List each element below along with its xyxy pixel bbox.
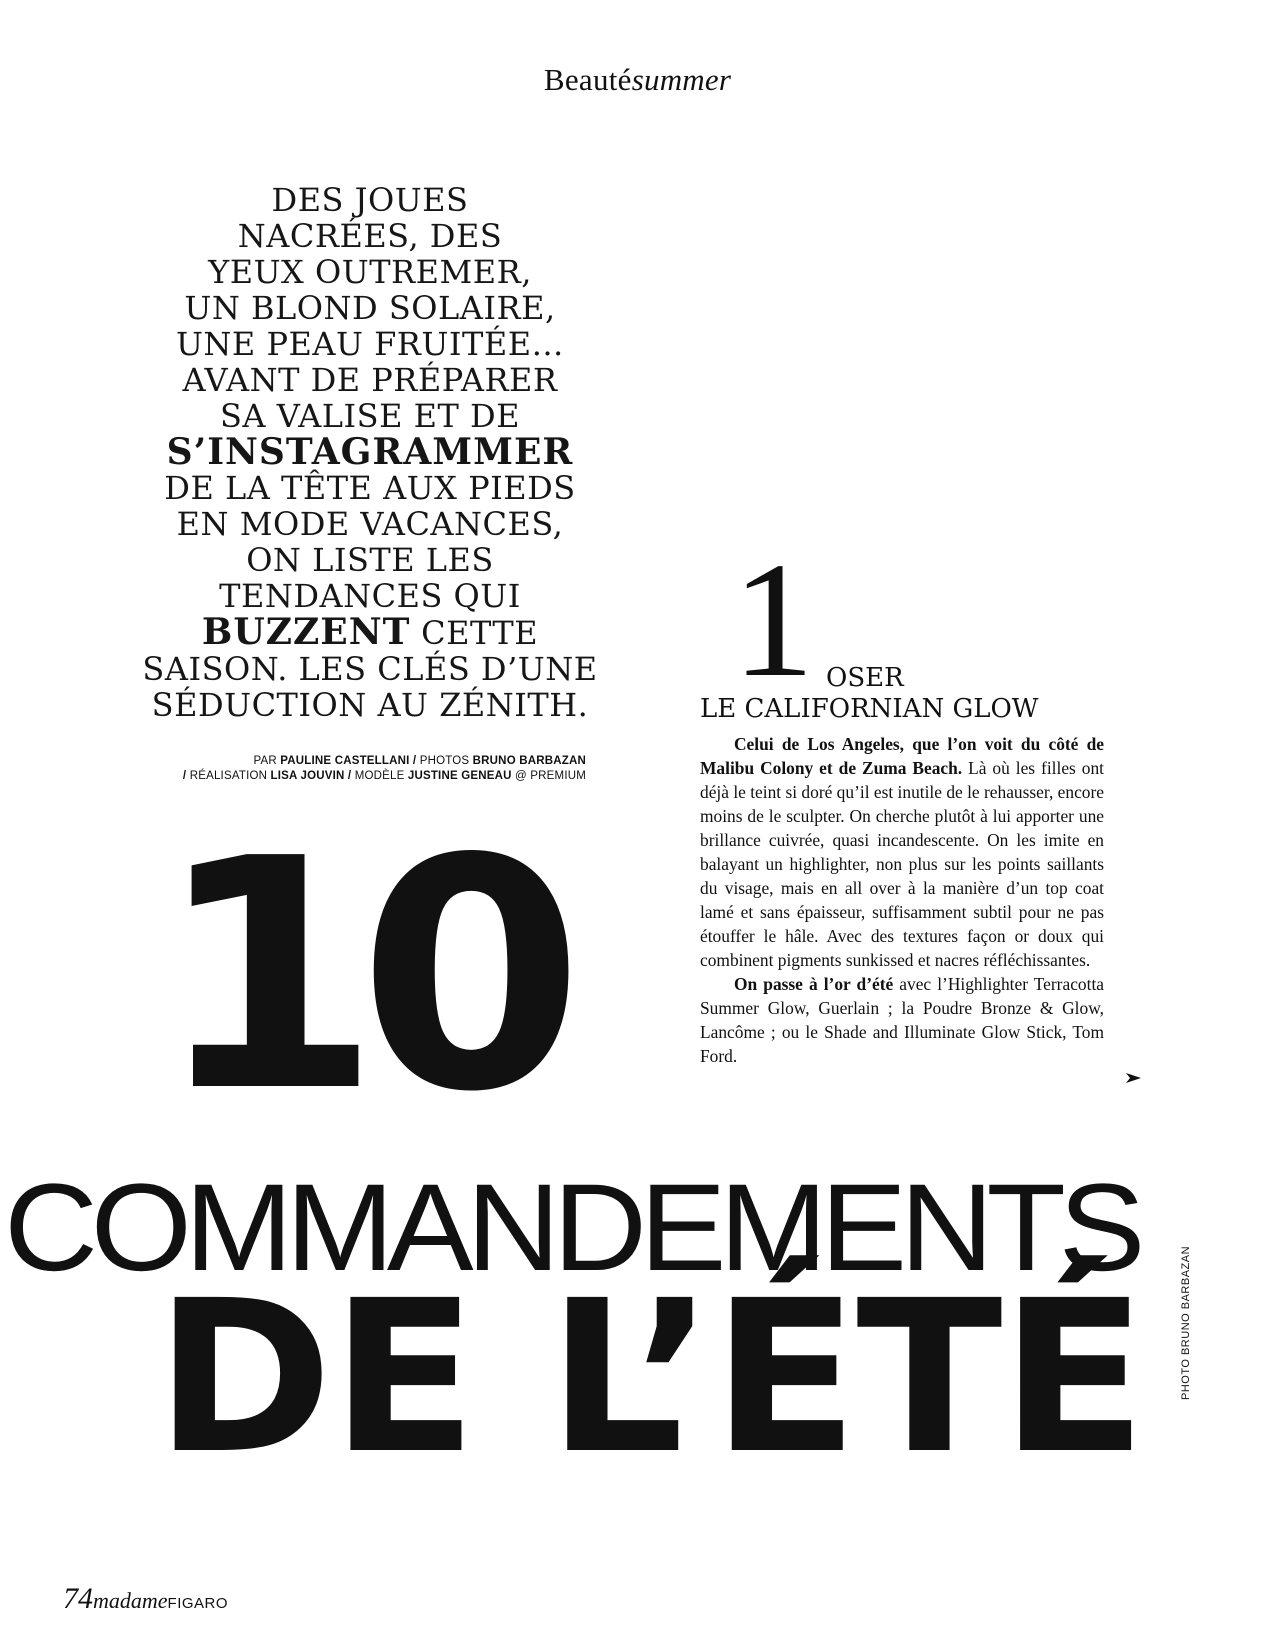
title-number: 10 [155, 791, 562, 1161]
body-lead: On passe à l’or d’été [734, 974, 894, 994]
page-number: 74 [63, 1582, 93, 1615]
intro-line-rest: CETTE [410, 614, 539, 652]
credit-stylist: LISA JOUVIN [270, 770, 345, 782]
credit-sep: / [409, 755, 417, 767]
body-lead: Celui de Los Angeles, que l’on voit du côté de Malibu Colony et de Zuma Beach. [700, 734, 1104, 778]
page-folio [63, 1582, 228, 1616]
credit-label: PHOTOS [416, 755, 473, 767]
intro-line: YEUX OUTREMER, [208, 253, 532, 291]
article-credits [160, 754, 586, 784]
credit-agency: @ PREMIUM [511, 770, 586, 782]
section-number: 1 [732, 528, 815, 711]
intro-line: SAISON. LES CLÉS D’UNE [142, 650, 598, 688]
credit-author: PAULINE CASTELLANI [280, 755, 410, 767]
arrow-right-icon [1125, 1071, 1143, 1085]
magazine-brand: FIGARO [167, 1595, 229, 1612]
title-suffix: DE L’ÉTÉ [155, 1255, 1145, 1500]
body-text: Là où les filles ont déjà le teint si doré qu’il est inutile de le rehausser, encore moins de le sculpter. On cherche plutôt à lui apporter une brillance cuivrée, quasi incandescente. On les imite en balayant un highlighter, non plus sur les points saillants du visage, mais en all over à la manière d’un top coat lamé et sans épaisseur, suffisamment subtil pour ne pas étouffer le hâle. Avec des textures façon or doux qui combinent pigments sunkissed et nacres réfléchissantes. [700, 758, 1104, 970]
credit-photographer: BRUNO BARBAZAN [472, 755, 586, 767]
intro-line: UN BLOND SOLAIRE, [184, 289, 556, 327]
intro-line-bold: S’INSTAGRAMMER [166, 431, 574, 473]
intro-line: SÉDUCTION AU ZÉNITH. [151, 686, 589, 724]
photo-credit-text: PHOTO BRUNO BARBAZAN [1180, 1245, 1192, 1400]
intro-line: ON LISTE LES [246, 541, 494, 579]
intro-line: UNE PEAU FRUITÉE… [175, 325, 565, 363]
body-paragraph [700, 972, 1104, 1068]
title-word: COMMANDEMENTS [4, 1159, 1139, 1297]
credit-sep: / [344, 770, 352, 782]
intro-standfirst [120, 182, 620, 723]
body-text: avec l’Highlighter Terracotta Summer Glow, Guerlain ; la Poudre Bronze & Glow, Lancôme ; ou le Shade and Illuminate Glow Stick, Tom Ford. [700, 974, 1104, 1066]
intro-line: DES JOUES [271, 181, 469, 219]
credit-label: RÉALISATION [189, 770, 271, 782]
body-paragraph [700, 732, 1104, 972]
intro-line: EN MODE VACANCES, [176, 505, 564, 543]
magazine-name: madame [93, 1588, 168, 1613]
intro-line: TENDANCES QUI [219, 577, 521, 615]
section-heading-line1: OSER [826, 663, 904, 693]
credit-sep: / [182, 770, 190, 782]
intro-line: DE LA TÊTE AUX PIEDS [164, 469, 576, 507]
intro-line: AVANT DE PRÉPARER [182, 361, 558, 399]
credit-label: PAR [253, 755, 281, 767]
intro-line: SA VALISE ET DE [220, 397, 520, 435]
section-rubric [0, 62, 1275, 98]
intro-line: NACRÉES, DES [237, 217, 503, 255]
credit-label: MODÈLE [351, 770, 408, 782]
rubric-main: Beauté [543, 62, 632, 97]
rubric-sub: summer [631, 62, 732, 97]
section-heading-line2: LE CALIFORNIAN GLOW [700, 694, 1039, 724]
intro-line [120, 611, 620, 653]
credit-model: JUSTINE GENEAU [407, 770, 512, 782]
section-body [700, 732, 1104, 1068]
intro-highlight: BUZZENT [201, 611, 411, 653]
